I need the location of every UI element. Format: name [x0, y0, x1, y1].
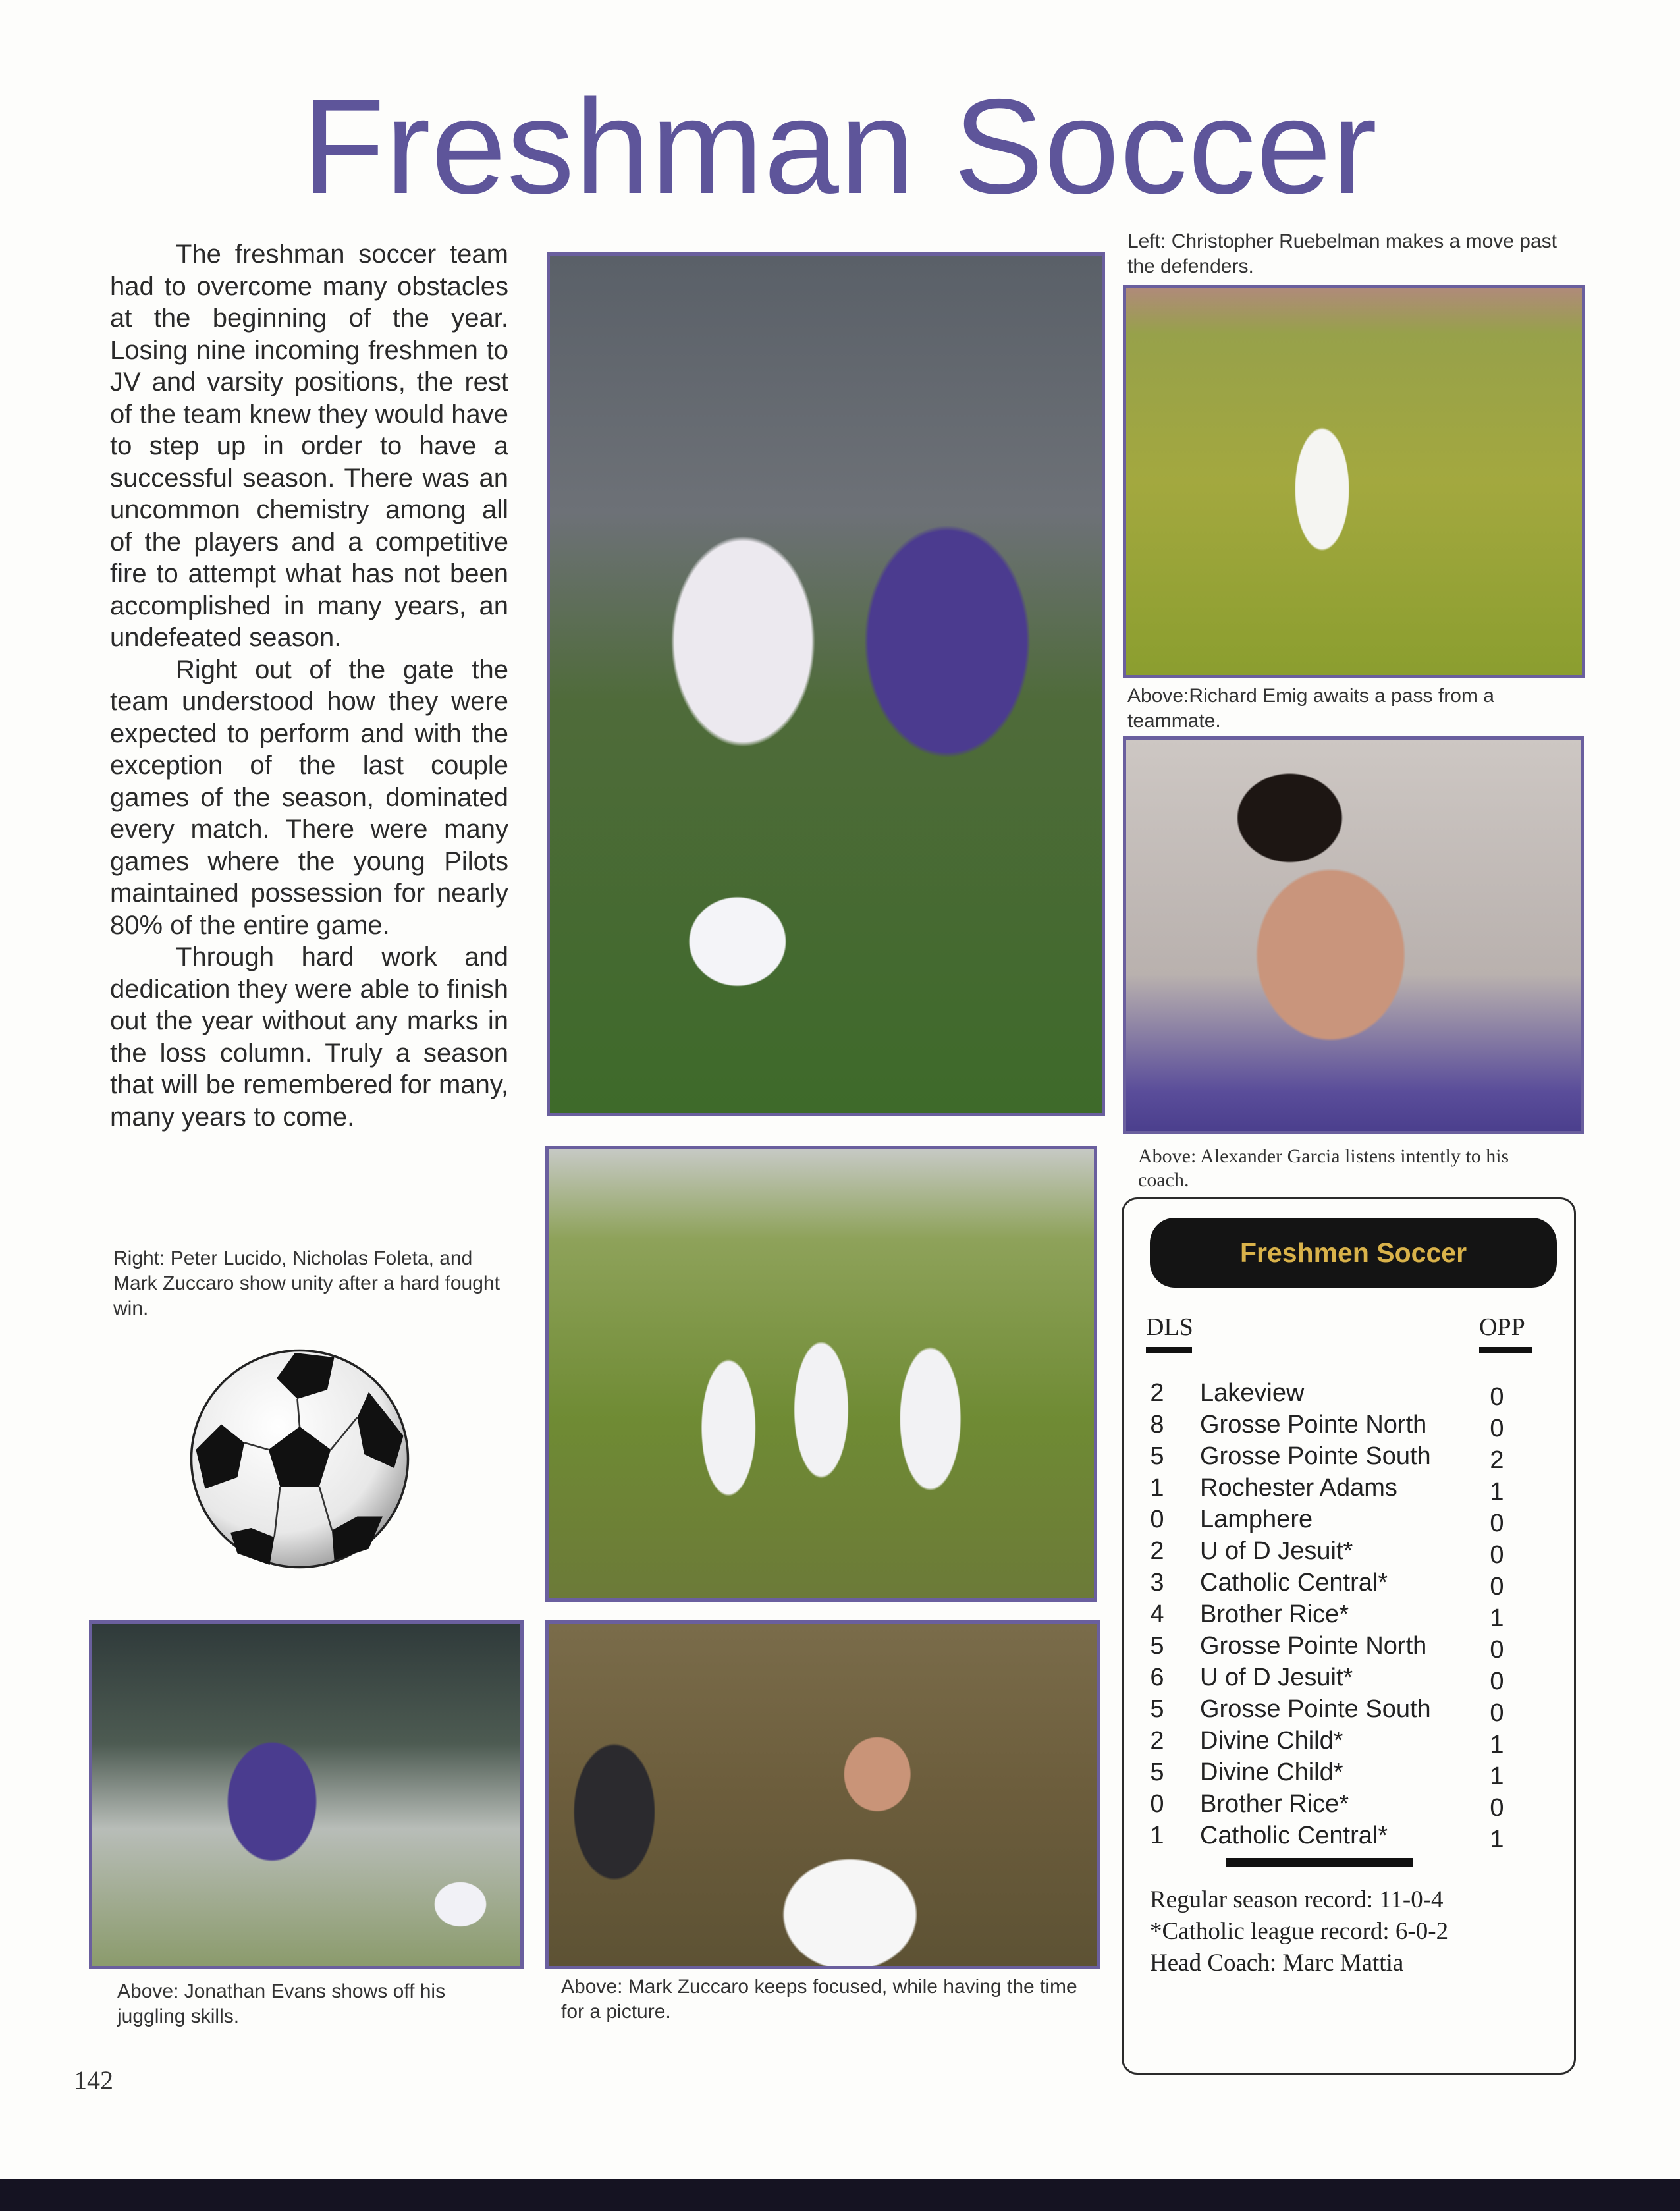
score-row: [1147, 1630, 1542, 1662]
score-dls: 1: [1150, 1822, 1164, 1849]
score-team: Divine Child*: [1200, 1759, 1343, 1786]
caption-zuccaro: Above: Mark Zuccaro keeps focused, while having the time for a picture.: [561, 1976, 1077, 2023]
score-row: [1147, 1662, 1542, 1693]
score-opp: 1: [1490, 1604, 1504, 1632]
scoreboard-title: Freshmen Soccer: [1150, 1218, 1557, 1288]
score-opp: 0: [1490, 1794, 1504, 1822]
scoreboard: [1122, 1197, 1576, 2075]
intro-text: [110, 238, 508, 1133]
regular-season-record: Regular season record: 11-0-4: [1150, 1886, 1444, 1913]
score-opp: 0: [1490, 1383, 1504, 1411]
score-opp: 0: [1490, 1510, 1504, 1537]
score-team: Grosse Pointe North: [1200, 1632, 1427, 1660]
score-dls: 5: [1150, 1759, 1164, 1786]
score-row: [1147, 1693, 1542, 1725]
score-opp: 0: [1490, 1699, 1504, 1727]
caption-trio: Right: Peter Lucido, Nicholas Foleta, and Mark Zuccaro show unity after a hard fought win.: [113, 1247, 500, 1319]
photo-main-action: [547, 252, 1105, 1116]
score-row: [1147, 1377, 1542, 1409]
score-row: [1147, 1567, 1542, 1598]
score-list: [1147, 1377, 1542, 1851]
score-footer: [1150, 1884, 1552, 1979]
score-team: Lakeview: [1200, 1379, 1305, 1407]
photo-zuccaro: [545, 1620, 1100, 1969]
score-opp: 0: [1490, 1668, 1504, 1695]
league-record: *Catholic league record: 6-0-2: [1150, 1918, 1449, 1945]
score-dls: 2: [1150, 1537, 1164, 1565]
score-row: [1147, 1788, 1542, 1820]
page-title: Freshman Soccer: [302, 71, 1378, 222]
caption-evans: Above: Jonathan Evans shows off his juggling skills.: [117, 1980, 446, 2027]
score-team: Catholic Central*: [1200, 1822, 1388, 1849]
score-opp: 1: [1490, 1826, 1504, 1853]
photo-trio: [545, 1146, 1097, 1602]
intro-paragraph: Through hard work and dedication they were able to finish out the year without any marks in the loss column. Truly a season that will be remembered for many, many years to come.: [110, 942, 508, 1132]
head-coach: Head Coach: Marc Mattia: [1150, 1950, 1404, 1977]
score-row: [1147, 1440, 1542, 1472]
soccer-ball-icon: [184, 1344, 415, 1574]
score-team: Grosse Pointe North: [1200, 1411, 1427, 1438]
score-opp: 1: [1490, 1731, 1504, 1759]
caption-emig: Above:Richard Emig awaits a pass from a teammate.: [1127, 685, 1494, 732]
score-opp: 0: [1490, 1541, 1504, 1569]
caption-garcia: Above: Alexander Garcia listens intently to his coach.: [1138, 1145, 1509, 1191]
column-header-opp: [1479, 1313, 1532, 1353]
photo-emig: [1123, 736, 1584, 1134]
caption-ruebelman: Left: Christopher Ruebelman makes a move past the defenders.: [1127, 231, 1557, 277]
score-dls: 6: [1150, 1664, 1164, 1691]
score-dls: 8: [1150, 1411, 1164, 1438]
scan-edge: [0, 2179, 1680, 2211]
score-dls: 5: [1150, 1442, 1164, 1470]
photo-ruebelman: [1123, 285, 1585, 678]
score-team: Grosse Pointe South: [1200, 1695, 1431, 1723]
score-team: U of D Jesuit*: [1200, 1537, 1353, 1565]
score-dls: 5: [1150, 1632, 1164, 1660]
score-team: Brother Rice*: [1200, 1600, 1349, 1628]
score-row: [1147, 1504, 1542, 1535]
score-team: Grosse Pointe South: [1200, 1442, 1431, 1470]
score-row: [1147, 1757, 1542, 1788]
column-header-opp-label: OPP: [1479, 1313, 1525, 1341]
photo-evans: [89, 1620, 524, 1969]
page-number: 142: [74, 2065, 113, 2095]
score-team: Divine Child*: [1200, 1727, 1343, 1755]
score-opp: 1: [1490, 1762, 1504, 1790]
score-opp: 0: [1490, 1636, 1504, 1664]
score-team: Brother Rice*: [1200, 1790, 1349, 1818]
score-row: [1147, 1598, 1542, 1630]
score-opp: 2: [1490, 1446, 1504, 1474]
score-dls: 2: [1150, 1727, 1164, 1755]
score-team: U of D Jesuit*: [1200, 1664, 1353, 1691]
score-dls: 4: [1150, 1600, 1164, 1628]
score-row: [1147, 1535, 1542, 1567]
column-header-dls-label: DLS: [1146, 1313, 1193, 1341]
score-row: [1147, 1725, 1542, 1757]
column-header-dls: [1146, 1313, 1193, 1353]
score-team: Catholic Central*: [1200, 1569, 1388, 1597]
intro-paragraph: The freshman soccer team had to overcome many obstacles at the beginning of the year. Losing nine incoming freshmen to JV and varsity positions, the rest of the team knew they would have to step up in order to have a successful season. There was an uncommon chemistry among all of the players and a competitive fire to attempt what has not been accomplished in many years, an undefeated season.: [110, 240, 508, 652]
score-divider: [1226, 1858, 1413, 1867]
score-team: Lamphere: [1200, 1506, 1313, 1533]
score-dls: 2: [1150, 1379, 1164, 1407]
score-dls: 3: [1150, 1569, 1164, 1597]
score-dls: 1: [1150, 1474, 1164, 1502]
score-opp: 0: [1490, 1573, 1504, 1600]
score-dls: 5: [1150, 1695, 1164, 1723]
score-row: [1147, 1409, 1542, 1440]
score-row: [1147, 1472, 1542, 1504]
score-opp: 1: [1490, 1478, 1504, 1506]
score-opp: 0: [1490, 1415, 1504, 1442]
score-dls: 0: [1150, 1506, 1164, 1533]
score-row: [1147, 1820, 1542, 1851]
score-dls: 0: [1150, 1790, 1164, 1818]
intro-paragraph: Right out of the gate the team understood how they were expected to perform and with the exception of the last couple games of the season, dominated every match. There were many games where the young Pilots maintained possession for nearly 80% of the entire game.: [110, 655, 508, 940]
score-team: Rochester Adams: [1200, 1474, 1397, 1502]
